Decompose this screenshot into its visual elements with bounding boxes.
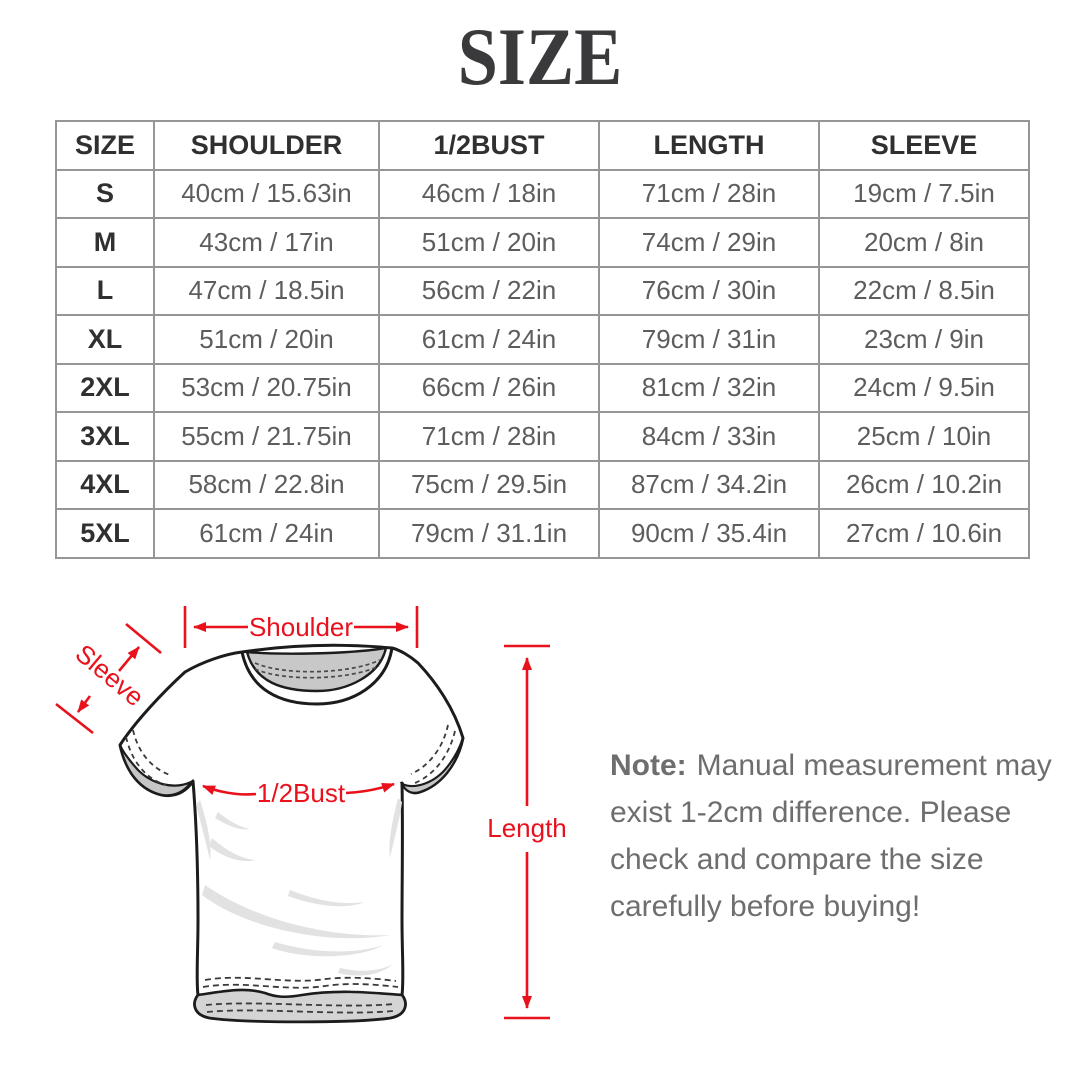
table-row: [56, 218, 1029, 267]
cell-length: 90cm / 35.4in: [599, 509, 819, 558]
size-chart-table: [55, 120, 1030, 559]
header-bust: 1/2BUST: [379, 121, 599, 170]
header-length: LENGTH: [599, 121, 819, 170]
note-text: [610, 742, 1080, 930]
header-size: SIZE: [56, 121, 154, 170]
cell-size: 3XL: [56, 412, 154, 461]
cell-sleeve: 26cm / 10.2in: [819, 461, 1029, 510]
table-row: [56, 461, 1029, 510]
cell-size: 2XL: [56, 364, 154, 413]
hem-band: [195, 990, 406, 1022]
cell-size: L: [56, 267, 154, 316]
note-line: [610, 742, 1080, 789]
cell-shoulder: 47cm / 18.5in: [154, 267, 379, 316]
header-shoulder: SHOULDER: [154, 121, 379, 170]
cell-length: 76cm / 30in: [599, 267, 819, 316]
cell-shoulder: 51cm / 20in: [154, 315, 379, 364]
bust-label: 1/2Bust: [256, 778, 346, 808]
note-line: check and compare the size: [610, 843, 984, 876]
table-row: [56, 509, 1029, 558]
cell-length: 79cm / 31in: [599, 315, 819, 364]
cell-sleeve: 27cm / 10.6in: [819, 509, 1029, 558]
cell-length: 71cm / 28in: [599, 170, 819, 219]
note-line: carefully before buying!: [610, 890, 921, 923]
cell-sleeve: 19cm / 7.5in: [819, 170, 1029, 219]
cell-sleeve: 25cm / 10in: [819, 412, 1029, 461]
cell-length: 84cm / 33in: [599, 412, 819, 461]
header-sleeve: SLEEVE: [819, 121, 1029, 170]
cell-length: 74cm / 29in: [599, 218, 819, 267]
table-row: [56, 315, 1029, 364]
table-row: [56, 170, 1029, 219]
cell-size: M: [56, 218, 154, 267]
cell-size: S: [56, 170, 154, 219]
shoulder-label: Shoulder: [248, 612, 354, 642]
cell-shoulder: 40cm / 15.63in: [154, 170, 379, 219]
sleeve-label: Sleeve: [69, 638, 150, 713]
tshirt-measurement-diagram: [40, 590, 600, 1060]
cell-bust: 51cm / 20in: [379, 218, 599, 267]
table-row: [56, 364, 1029, 413]
note-label: Note:: [610, 749, 687, 782]
cell-bust: 46cm / 18in: [379, 170, 599, 219]
page-title: SIZE: [457, 11, 623, 102]
cell-size: 4XL: [56, 461, 154, 510]
note-line: exist 1-2cm difference. Please: [610, 796, 1012, 829]
table-row: [56, 267, 1029, 316]
cell-length: 81cm / 32in: [599, 364, 819, 413]
cell-sleeve: 23cm / 9in: [819, 315, 1029, 364]
cell-shoulder: 43cm / 17in: [154, 218, 379, 267]
table-header-row: [56, 121, 1029, 170]
cell-bust: 61cm / 24in: [379, 315, 599, 364]
cell-length: 87cm / 34.2in: [599, 461, 819, 510]
cell-size: XL: [56, 315, 154, 364]
length-label: Length: [487, 813, 567, 843]
cell-shoulder: 58cm / 22.8in: [154, 461, 379, 510]
cell-sleeve: 24cm / 9.5in: [819, 364, 1029, 413]
cell-bust: 75cm / 29.5in: [379, 461, 599, 510]
table-row: [56, 412, 1029, 461]
cell-shoulder: 61cm / 24in: [154, 509, 379, 558]
cell-bust: 71cm / 28in: [379, 412, 599, 461]
cell-shoulder: 55cm / 21.75in: [154, 412, 379, 461]
cell-shoulder: 53cm / 20.75in: [154, 364, 379, 413]
cell-sleeve: 22cm / 8.5in: [819, 267, 1029, 316]
tshirt-illustration: [120, 645, 463, 1021]
cell-bust: 79cm / 31.1in: [379, 509, 599, 558]
cell-bust: 56cm / 22in: [379, 267, 599, 316]
cell-sleeve: 20cm / 8in: [819, 218, 1029, 267]
note-line-text: Manual measurement may: [696, 749, 1052, 782]
cell-bust: 66cm / 26in: [379, 364, 599, 413]
cell-size: 5XL: [56, 509, 154, 558]
